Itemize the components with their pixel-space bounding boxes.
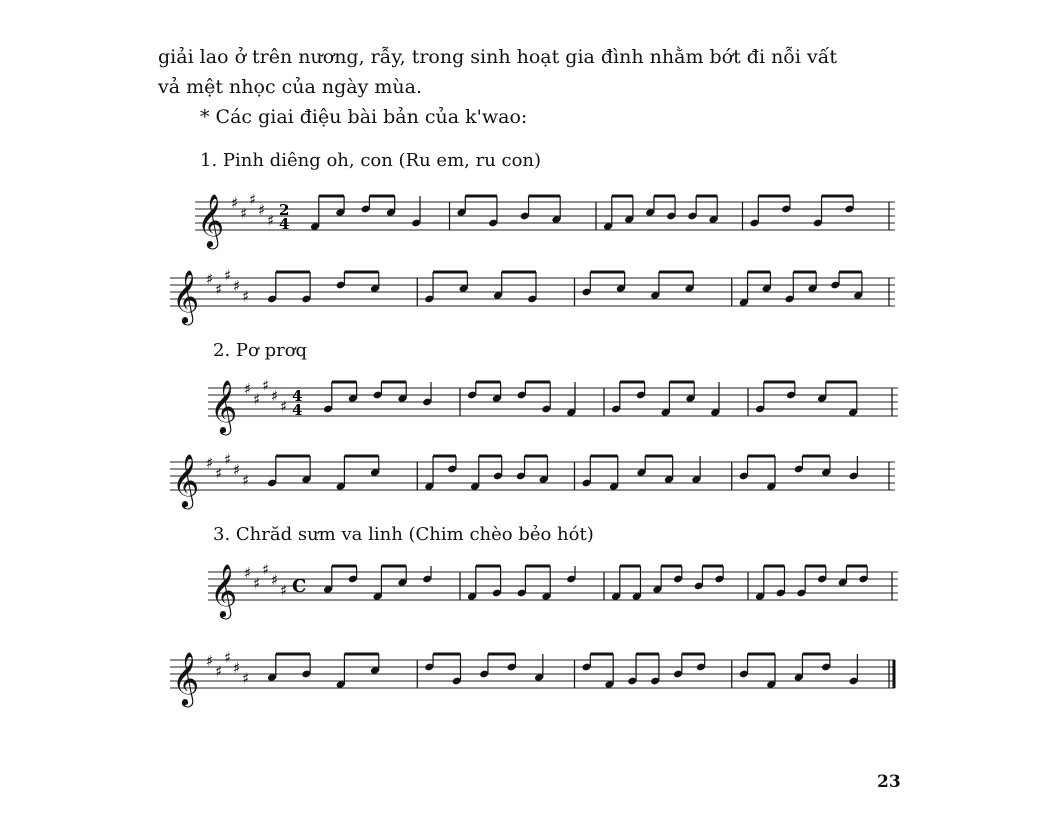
sharp-icon: ♯ — [244, 564, 252, 582]
sharp-icon: ♯ — [231, 194, 239, 212]
sharp-icon: ♯ — [215, 280, 223, 299]
sharp-icon: ♯ — [249, 190, 257, 209]
sharp-icon: ♯ — [224, 266, 232, 285]
time-signature-bottom: 4 — [292, 401, 303, 419]
paragraph-line-2: vả mệt nhọc của ngày mùa. — [158, 76, 422, 98]
treble-clef-icon: 𝄞 — [172, 651, 200, 705]
sharp-icon: ♯ — [206, 454, 214, 472]
song-3-title: 3. Chrăd sưm va linh (Chim chèo bẻo hót) — [213, 524, 594, 545]
time-signature-top: 4 — [292, 387, 303, 405]
song-1-staff-1 — [195, 182, 895, 252]
melodies-heading: * Các giai điệu bài bản của k'wao: — [200, 106, 528, 128]
treble-clef-icon: 𝄞 — [210, 379, 238, 433]
sharp-icon: ♯ — [253, 574, 261, 593]
sharp-icon: ♯ — [244, 380, 252, 398]
sharp-icon: ♯ — [271, 387, 279, 405]
sharp-icon: ♯ — [215, 662, 223, 681]
sharp-icon: ♯ — [233, 461, 241, 479]
sharp-icon: ♯ — [242, 669, 250, 688]
sharp-icon: ♯ — [253, 390, 261, 409]
time-signature-bottom: 4 — [279, 215, 290, 233]
sharp-icon: ♯ — [262, 560, 270, 579]
sharp-icon: ♯ — [280, 581, 288, 600]
sharp-icon: ♯ — [233, 659, 241, 677]
song-3-staff-2 — [170, 640, 895, 710]
song-3-staff-1 — [208, 552, 898, 622]
song-1-title: 1. Pinh diêng oh, con (Ru em, ru con) — [200, 150, 542, 171]
song-2-staff-1 — [208, 368, 898, 438]
sharp-icon: ♯ — [267, 211, 275, 230]
page-number: 23 — [877, 772, 901, 792]
sharp-icon: ♯ — [206, 652, 214, 670]
song-2-title: 2. Pơ prơq — [213, 340, 308, 361]
sharp-icon: ♯ — [262, 376, 270, 395]
paragraph-line-1: giải lao ở trên nương, rẫy, trong sinh hoạt gia đình nhằm bớt đi nỗi vất — [158, 46, 838, 68]
song-1-staff-2 — [170, 258, 895, 328]
song-2-staff-2 — [170, 442, 895, 512]
sharp-icon: ♯ — [215, 464, 223, 483]
treble-clef-icon: 𝄞 — [210, 563, 238, 617]
sharp-icon: ♯ — [233, 277, 241, 295]
sharp-icon: ♯ — [280, 397, 288, 416]
sharp-icon: ♯ — [271, 571, 279, 589]
sharp-icon: ♯ — [240, 204, 248, 223]
sharp-icon: ♯ — [206, 270, 214, 288]
treble-clef-icon: 𝄞 — [172, 453, 200, 507]
sharp-icon: ♯ — [242, 471, 250, 490]
sharp-icon: ♯ — [224, 648, 232, 667]
sharp-icon: ♯ — [242, 287, 250, 306]
treble-clef-icon: 𝄞 — [172, 269, 200, 323]
sharp-icon: ♯ — [258, 201, 266, 219]
sharp-icon: ♯ — [224, 450, 232, 469]
time-signature: C — [292, 576, 307, 597]
treble-clef-icon: 𝄞 — [197, 193, 225, 247]
time-signature-top: 2 — [279, 201, 290, 219]
